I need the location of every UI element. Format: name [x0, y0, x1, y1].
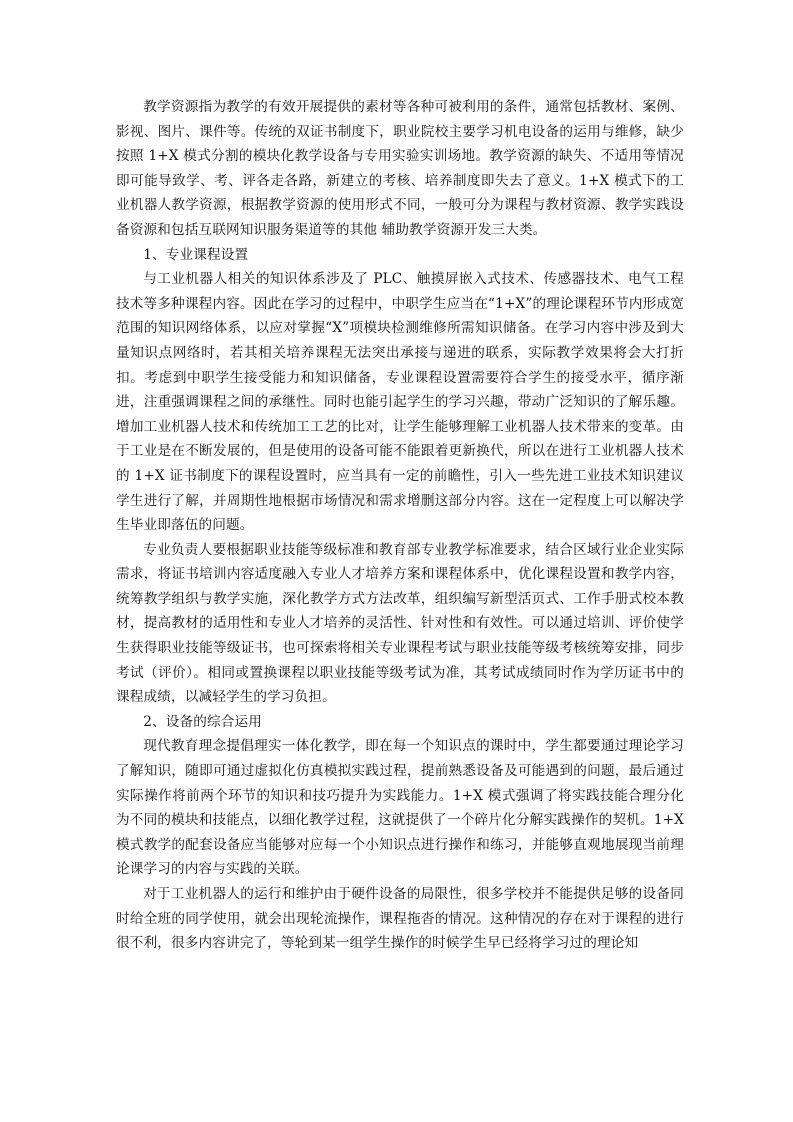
- section-heading-course-setup: 1、专业课程设置: [143, 246, 249, 263]
- paragraph-integrated-teaching: 现代教育理念提倡理实一体化教学，即在每一个知识点的课时中，学生都要通过理论学习了解知识，随即可通过虚拟化仿真模拟实践过程，提前熟悉设备及可能遇到的问题，最后通过实际操作将前两个环节的知识和技巧提升为实践能力。1+X 模式强调了将实践技能合理分化为不同的模块和技能点，以细化教学过程，这就提供了一个碎片化分解实践操作的契机。1+X 模式教学的配套设备应当能够对应每一个小知识点进行操作和练习，并能够直观地展现当前理论课学习的内容与实践的关联。: [116, 738, 684, 878]
- section-heading-equipment-use: 2、设备的综合运用: [143, 713, 262, 730]
- paragraph-teaching-resources: 教学资源指为教学的有效开展提供的素材等各种可被利用的条件，通常包括教材、案例、影视、图片、课件等。传统的双证书制度下，职业院校主要学习机电设备的运用与维修，缺少按照 1+X 模式分割的模块化教学设备与专用实验实训场地。教学资源的缺失、不适用等情况即可能导致学、考、评各走各路，新建立的考核、培养制度即失去了意义。1+X 模式下的工业机器人教学资源，根据教学资源的使用形式不同，一般可分为课程与教材资源、教学实践设备资源和包括互联网知识服务渠道等的其他 辅助教学资源开发三大类。: [116, 99, 684, 238]
- paragraph-professional-leader: 专业负责人要根据职业技能等级标准和教育部专业教学标准要求，结合区域行业企业实际需求，将证书培训内容适度融入专业人才培养方案和课程体系中，优化课程设置和教学内容，统筹教学组织与教学实施，深化教学方式方法改革，组织编写新型活页式、工作手册式校本教材，提高教材的适用性和专业人才培养的灵活性、针对性和有效性。可以通过培训、评价使学生获得职业技能等级证书，也可探索将相关专业课程考试与职业技能等级考核统筹安排，同步考试（评价）。相同或置换课程以职业技能等级考试为准，其考试成绩同时作为学历证书中的课程成绩，以减轻学生的学习负担。: [116, 541, 684, 706]
- paragraph-hardware-limitations: 对于工业机器人的运行和维护由于硬件设备的局限性，很多学校并不能提供足够的设备同时给全班的同学使用，就会出现轮流操作，课程拖沓的情况。这种情况的存在对于课程的进行很不利，很多内容讲完了，等轮到某一组学生操作的时候学生早已经将学习过的理论知: [116, 886, 684, 952]
- document-body: [116, 95, 684, 956]
- paragraph-course-knowledge-system: 与工业机器人相关的知识体系涉及了 PLC、触摸屏嵌入式技术、传感器技术、电气工程技术等多种课程内容。因此在学习的过程中，中职学生应当在“1+X”的理论课程环节内形成宽范围的知识网络体系，以应对掌握“X”项模块检测维修所需知识储备。在学习内容中涉及到大量知识点网络时，若其相关培养课程无法突出承接与递进的联系，实际教学效果将会大打折扣。考虑到中职学生接受能力和知识储备，专业课程设置需要符合学生的接受水平，循序渐进，注重强调课程之间的承继性。同时也能引起学生的学习兴趣，带动广泛知识的了解乐趣。增加工业机器人技术和传统加工工艺的比对，让学生能够理解工业机器人技术带来的变革。由于工业是在不断发展的，但是使用的设备可能不能跟着更新换代，所以在进行工业机器人技术的 1+X 证书制度下的课程设置时，应当具有一定的前瞻性，引入一些先进工业技术知识建议学生进行了解，并周期性地根据市场情况和需求增删这部分内容。这在一定程度上可以解决学生毕业即落伍的问题。: [116, 271, 684, 534]
